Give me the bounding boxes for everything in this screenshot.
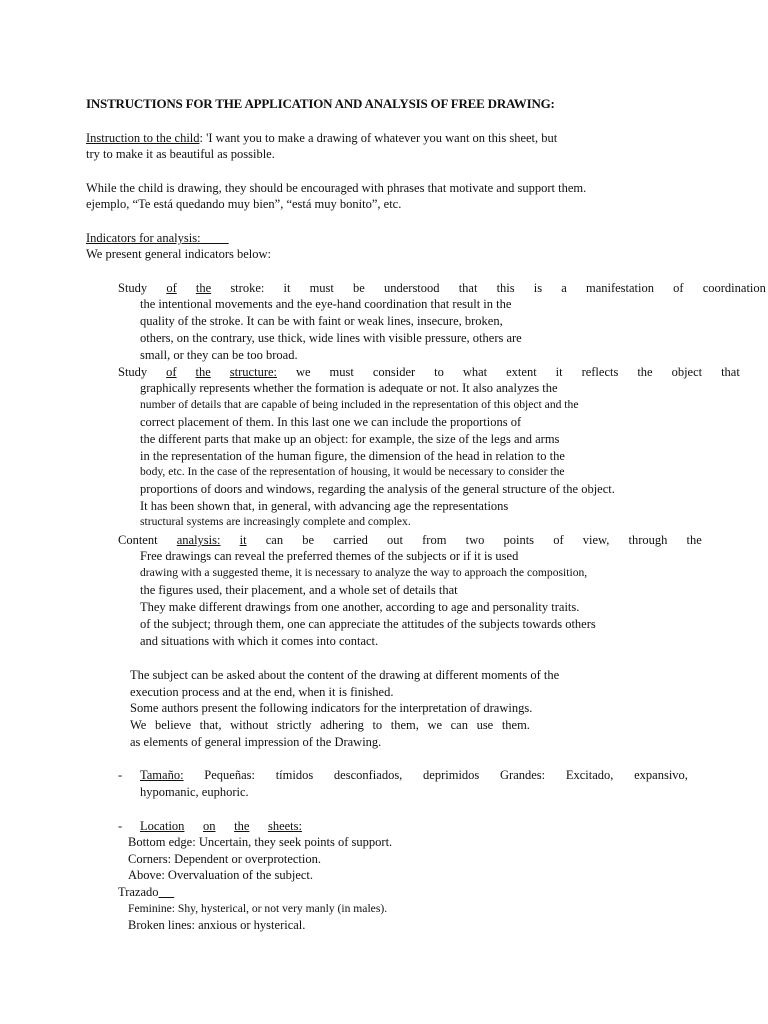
believe-word: strictly	[276, 718, 312, 732]
structure-word: we	[295, 365, 311, 379]
stroke-line: others, on the contrary, use thick, wide lines with visible pressure, others are	[140, 331, 522, 345]
content-word: two	[465, 533, 485, 547]
indicators-heading-text: Indicators for analysis:	[86, 231, 201, 245]
content-word: from	[422, 533, 447, 547]
content-line: They make different drawings from one another, according to age and personality traits.	[140, 600, 580, 614]
structure-first-line	[118, 364, 740, 380]
subject-line: Some authors present the following indicators for the interpretation of drawings.	[130, 701, 533, 715]
content-word: through	[628, 533, 668, 547]
structure-word: it	[555, 365, 563, 379]
structure-word: Study	[118, 365, 148, 379]
content-word: view,	[582, 533, 610, 547]
content-line: and situations with which it comes into contact.	[140, 634, 379, 648]
stroke-word: of	[673, 281, 684, 295]
tamano-word: expansivo,	[634, 768, 688, 782]
subject-line: execution process and at the end, when it is finished.	[130, 685, 394, 699]
location-dash: -	[118, 819, 123, 833]
structure-word: of	[166, 365, 177, 379]
tamano-line	[140, 767, 688, 783]
structure-line: graphically represents whether the formation is adequate or not. It also analyzes the	[140, 381, 558, 395]
tamano-word: deprimidos	[423, 768, 480, 782]
content-line: the figures used, their placement, and a whole set of details that	[140, 583, 458, 597]
stroke-word: that	[458, 281, 478, 295]
subject-believe-line	[130, 717, 530, 733]
structure-line: the different parts that make up an object: for example, the size of the legs and arms	[140, 432, 560, 446]
subject-line: as elements of general impression of the Drawing.	[130, 735, 382, 749]
structure-line: body, etc. In the case of the representation of housing, it would be necessary to consider the	[140, 465, 565, 478]
believe-word: believe	[154, 718, 192, 732]
content-word: analysis:	[176, 533, 221, 547]
content-line: drawing with a suggested theme, it is necessary to analyze the way to approach the composition,	[140, 566, 588, 579]
location-word: Location	[140, 819, 185, 833]
encourage-line-1: While the child is drawing, they should be encouraged with phrases that motivate and support them.	[86, 181, 587, 195]
content-word: can	[265, 533, 284, 547]
structure-line: number of details that are capable of being included in the representation of this object and the	[140, 398, 579, 411]
believe-word: without	[230, 718, 269, 732]
structure-word: the	[195, 365, 211, 379]
location-word: sheets:	[267, 819, 302, 833]
stroke-word: this	[496, 281, 515, 295]
content-word: carried	[333, 533, 368, 547]
instruction-text: : 'I want you to make a drawing of whatever you want on this sheet, but	[199, 131, 558, 145]
stroke-line: small, or they can be too broad.	[140, 348, 298, 362]
tamano-word: Grandes:	[500, 768, 546, 782]
believe-word: We	[130, 718, 147, 732]
structure-word: must	[329, 365, 354, 379]
location-heading	[140, 818, 302, 834]
structure-line: correct placement of them. In this last one we can include the proportions of	[140, 415, 522, 429]
location-item: Above: Overvaluation of the subject.	[128, 868, 314, 882]
stroke-word: coordination	[702, 281, 766, 295]
structure-line: proportions of doors and windows, regarding the analysis of the general structure of the object.	[140, 482, 615, 496]
trazado-item: Broken lines: anxious or hysterical.	[128, 918, 306, 932]
believe-word: we	[427, 718, 443, 732]
content-line: Free drawings can reveal the preferred themes of the subjects or if it is used	[140, 549, 519, 563]
stroke-word: understood	[383, 281, 440, 295]
content-word: be	[302, 533, 315, 547]
stroke-word: must	[309, 281, 334, 295]
instruction-line-2: try to make it as beautiful as possible.	[86, 147, 275, 161]
stroke-word: be	[353, 281, 365, 295]
trazado-label: Trazado	[118, 885, 159, 899]
believe-word: that,	[199, 718, 222, 732]
tamano-label: Tamaño:	[140, 768, 184, 782]
content-word: the	[686, 533, 702, 547]
believe-word: use	[476, 718, 494, 732]
structure-word: reflects	[581, 365, 619, 379]
believe-word: them.	[501, 718, 530, 732]
believe-word: to	[372, 718, 383, 732]
document-title: INSTRUCTIONS FOR THE APPLICATION AND ANALYSIS OF FREE DRAWING:	[86, 96, 555, 111]
instruction-label: Instruction to the child	[86, 131, 200, 145]
believe-word: them,	[390, 718, 419, 732]
trazado-heading	[118, 884, 174, 900]
structure-word: consider	[372, 365, 416, 379]
stroke-word: it	[283, 281, 291, 295]
believe-word: can	[450, 718, 468, 732]
tamano-word: tímidos	[275, 768, 314, 782]
content-first-line	[118, 532, 702, 548]
encourage-line-2: ejemplo, “Te está quedando muy bien”, “está muy bonito”, etc.	[86, 197, 402, 211]
stroke-word: of	[166, 281, 177, 295]
content-word: out	[387, 533, 403, 547]
content-word: points	[503, 533, 535, 547]
tamano-word: Excitado,	[565, 768, 614, 782]
structure-word: to	[434, 365, 444, 379]
tamano-dash: -	[118, 768, 123, 782]
stroke-word: is	[533, 281, 543, 295]
location-word: on	[203, 819, 216, 833]
structure-word: the	[637, 365, 653, 379]
stroke-word: manifestation	[585, 281, 655, 295]
stroke-word: a	[561, 281, 567, 295]
stroke-word: Study	[118, 281, 148, 295]
indicators-intro: We present general indicators below:	[86, 247, 272, 261]
subject-line: The subject can be asked about the content of the drawing at different moments of the	[130, 668, 560, 682]
stroke-line: quality of the stroke. It can be with faint or weak lines, insecure, broken,	[140, 314, 503, 328]
structure-word: extent	[506, 365, 537, 379]
tamano-word: Pequeñas:	[204, 768, 255, 782]
indicators-heading	[86, 230, 229, 246]
location-item: Bottom edge: Uncertain, they seek points of support.	[128, 835, 393, 849]
structure-line: in the representation of the human figure, the dimension of the head in relation to the	[140, 449, 565, 463]
believe-word: adhering	[320, 718, 364, 732]
stroke-word: the	[195, 281, 212, 295]
location-item: Corners: Dependent or overprotection.	[128, 852, 321, 866]
trazado-item: Feminine: Shy, hysterical, or not very manly (in males).	[128, 902, 388, 915]
structure-line: structural systems are increasingly complete and complex.	[140, 515, 411, 528]
stroke-word: stroke:	[230, 281, 265, 295]
stroke-line: the intentional movements and the eye-hand coordination that result in the	[140, 297, 512, 311]
tamano-line-2: hypomanic, euphoric.	[140, 785, 249, 799]
content-line: of the subject; through them, one can appreciate the attitudes of the subjects towards others	[140, 617, 596, 631]
stroke-first-line	[118, 280, 766, 296]
content-word: of	[553, 533, 564, 547]
content-word: it	[239, 533, 247, 547]
structure-word: what	[462, 365, 488, 379]
structure-word: structure:	[229, 365, 278, 379]
tamano-word: desconfiados,	[333, 768, 403, 782]
structure-word: object	[671, 365, 703, 379]
structure-line: It has been shown that, in general, with advancing age the representations	[140, 499, 509, 513]
instruction-line-1	[86, 130, 557, 146]
content-word: Content	[118, 533, 158, 547]
location-word: the	[234, 819, 250, 833]
structure-word: that	[721, 365, 740, 379]
